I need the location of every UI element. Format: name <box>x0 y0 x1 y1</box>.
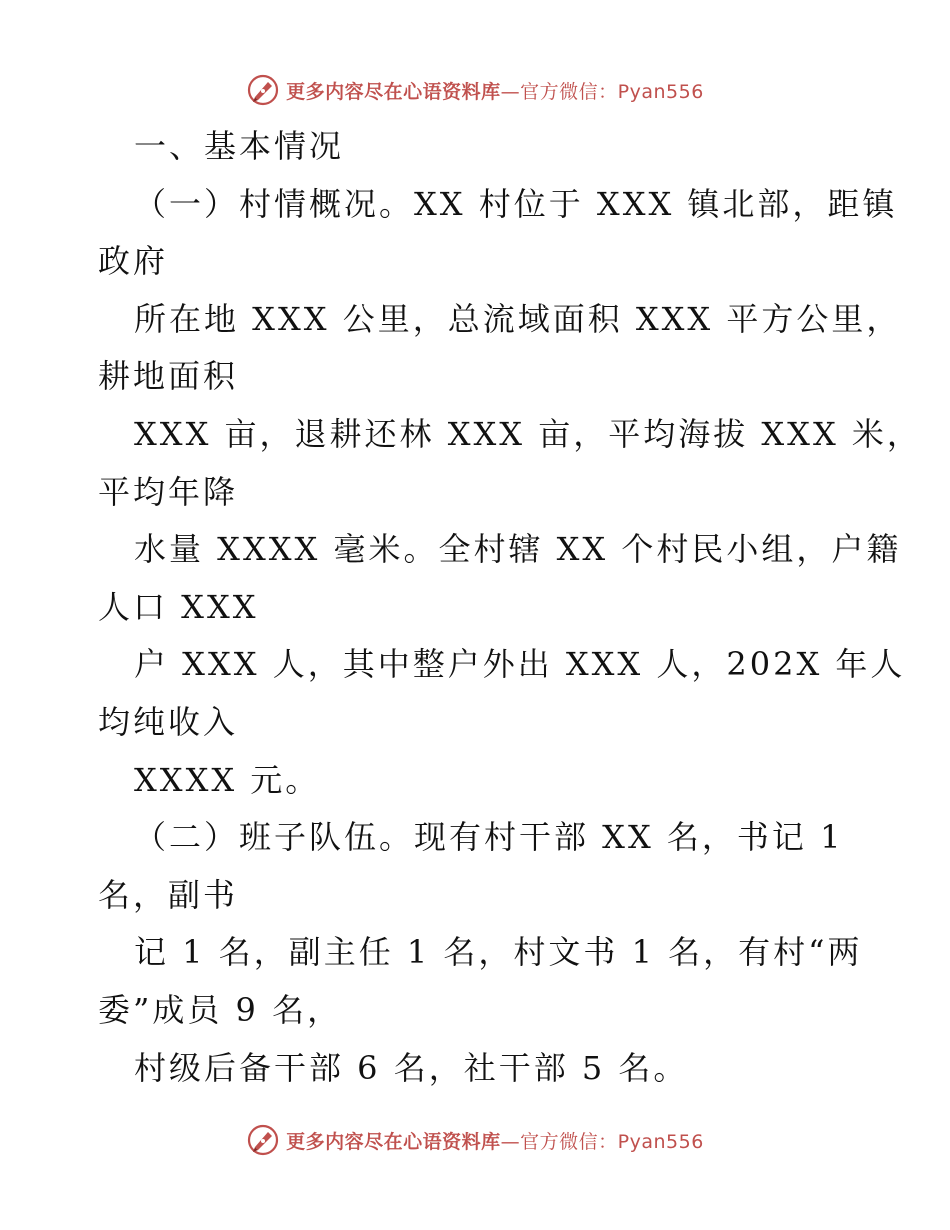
paragraph-line: XXX 亩，退耕还林 XXX 亩，平均海拔 XXX 米， <box>134 414 922 453</box>
pen-nib-icon <box>246 1123 280 1157</box>
paragraph-line: 名，副书 <box>98 875 239 914</box>
paragraph-line: XXXX 元。 <box>134 760 321 799</box>
watermark-text: 更多内容尽在心语资料库—官方微信：Pyan556 <box>286 80 704 103</box>
document-body <box>98 118 922 1097</box>
watermark-banner-top <box>0 70 950 110</box>
paragraph-line: 村级后备干部 6 名，社干部 5 名。 <box>134 1048 689 1087</box>
paragraph-line: （二）班子队伍。现有村干部 XX 名，书记 1 <box>134 818 844 857</box>
paragraph-line: 记 1 名，副主任 1 名，村文书 1 名，有村“两 <box>134 933 863 972</box>
paragraph-line: 人口 XXX <box>98 587 259 626</box>
watermark-banner-bottom <box>0 1120 950 1160</box>
pen-nib-icon <box>246 73 280 107</box>
paragraph-line: 平均年降 <box>98 472 239 511</box>
paragraph-line: 委”成员 9 名， <box>98 990 343 1029</box>
paragraph-line: 耕地面积 <box>98 357 239 396</box>
watermark-text: 更多内容尽在心语资料库—官方微信：Pyan556 <box>286 1130 704 1153</box>
paragraph-line: 均纯收入 <box>98 702 239 741</box>
paragraph-line: 政府 <box>98 242 169 281</box>
paragraph-line: 户 XXX 人，其中整户外出 XXX 人，202X 年人 <box>134 645 906 684</box>
paragraph-line: （一）村情概况。XX 村位于 XXX 镇北部，距镇 <box>134 184 898 223</box>
paragraph-line: 水量 XXXX 毫米。全村辖 XX 个村民小组，户籍 <box>134 530 902 569</box>
section-heading: 一、基本情况 <box>134 127 345 165</box>
paragraph-line: 所在地 XXX 公里，总流域面积 XXX 平方公里， <box>134 299 902 338</box>
